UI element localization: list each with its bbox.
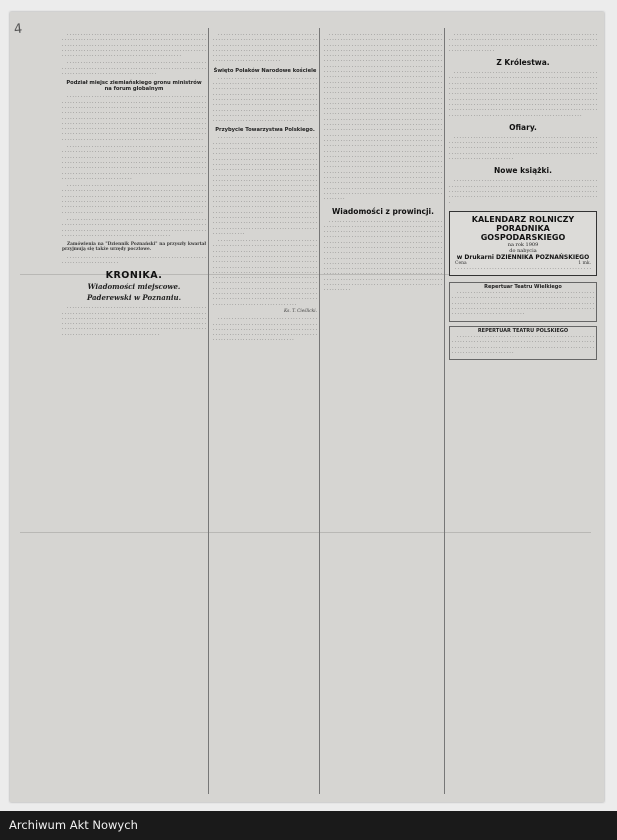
column-text: . . . . . . . . . . . . . . . . . . . . . . . . . . . . . . . . . . . . . . . . . . . . . . . . . . . . . . . . . . . . . . . . . . . . . . . . . . . . . . . . . . . . . . . . . . . . . . . . . . . . . . . . . . . . . . . . . . . . . . . . . . . . . . . . . . . . . . . . . . . . . . . . . . . . . . . . . . . . . . . . . . . . . . . . . . . . . . . . . . . . . . . . . . . . . . . . . . . . . . . . . . . . . . . . . . . . . . . — [449, 178, 597, 205]
column-text: . . . . . . . . . . . . . . . . . . . . . . . . . . . . . . . . . . . . . . . . . . . . . . . . . . . . . . . . . . . . . . . . . . . . . . . . . . . . . . . . . . . . . . . . . . . . . . . . . . . . . . . . . . . . . . . . . . . . . . . . . . . . . . . . . . . . . . . . . . . . . . . . . . . . . . . . . . . . . . . . . . . . . . . . . . . . . . . . . . . . . . . . . . . . . . . . . . . . . . . . . . . . . . . . . . . . . . . . . . . . . . . . . . . . . . . . . . . . . . . . . . . . . . . . . . . . . . . . . . . . . . . . . . . . . . . . . . . . . . . . . . . . . . . . . . . . . . . . . . . . . . . . . . . . . . . . . . . . . . . . . . . . . . . . . . . . . . . . . . . . . . . . . . . . . . . . . . . . . . . . . . . . . . . . . . . . . . . . . . . . . . . . . . . . . . . . . . . . . . . . . . . . . . . . . . . . . . . . . . . . . . . . . . . . . . . . . . . . . . . . . . . . . . . . . . . . . . . . . . . . . . . . . . . . . . . . . . — [62, 94, 206, 142]
column-text: . . . . . . . . . . . . . . . . . . . . . . . . . . . . . . . . . . . . . . . . . . . . . . . . . . . . . . . . . . . . . . . . . . . . . . . . . . . . . . . . . . . . . . . . . . . . . . . . . . . . . . . . . . . . . . . . . . . . . . . . . . . . . . . . . . . . . . . . . . . . . . . . . . . . . . . . . . . . . . . . . . . . . . . . . . . . . . . . . . . . . . . . . . . . . . . . . . . . . . . . . . . . . . . . . . . . . . . . . . . . . . . . . . . . . . . . . . . . . . . . . . . . . . . . . . . . . . . . . . . . . . . . . . . . . . . . . . . . . . . . . . . . . . . . . . . . . . . . . . . — [62, 305, 206, 337]
polish-theatre-box — [449, 326, 597, 360]
column-text: . . . . . . . . . . . . . . . . . . . . . . . . . . . . . . . . . . . . . . . . . . . . . . . . . . . . . . . . . . . . . . . . . . . . . . . . . . . . . . . . . . . . . . . . . . . . . . . . . . . . . . . . . . . . . . . . . . . . . . . . . . . . . . . . . . . . . . . . . . . . . . . . . . . . . . . . . . . . . . . . . . . . . . . . . . . . . . . . . . . . . . . . . . . . . . . . . . . . . . . . . . . . . . . . . . . . . . . . . . . . . . . . . . . . . . . . . . . . . . . . . . . . . . . . . . . . . . . . . . . . . . . . . . . . . . . . . . . . . . . . . . . . . . . . . . . . . . . . . . . . . . . . . . . . . . . . . . . . . . . . . . . . . . . . . . . . . . . . . . . . . . . . . . . . . . . . . . . . . . . . . . . . . . . . . . . . . . . . . . . . . . . . . . . . . . . . . . . . . . . . . . . . . . . . . . . . . . . . . . . . . . . . . . . . . . . . . . . . . . . . . . . . . . . . . . . . . . . . . . . . . . . . . . . . . . . . . . . . . . . . . . . . . . . . . . . . . . . . . . . . . . . . . . . . . . . . . . . . . . . . . . . . . . . . . . . . . . . . . . . . . . . . . . . . . . . . . . . . . . . . . . . . . . . . . . . . . . . . . . . . . . . . . . . . . . . . . . . . . . . . . . . . . . . . . . . . . . . . . . . . . . . . . . . . . . . . . . . . . . . . . . . . . . . . . . . . . . . . . . . . . . . . . . . . . . . . . . . . . . . . . . . . . . . . . . . . . . — [213, 135, 317, 236]
column-text: . . . . . . . . . . . . . . . . . . . . . . . . . . . . . . . . . . . . . . . . . . . . . . . . . . . . . . . . . . . . . . . . . . . . . . . . . . . . . . . . . . . . . . . . . . . . . . . . . . . . . . . . . . . . . . . . . . . . . . . . . . . . . . . . . . . . . . . . . . . . . . . . . . . . . . . . . . . . . . . . . . . . . . . . . . . . . . . . . . . . . . . . . . . . . . . . . . . . . . . . . . . . . . . . . . . . . . . . . . . . . . . . . . . . . . . . . . . . . . — [449, 134, 597, 162]
column-text: . . . . . . . . . . . . . . . . . . . . . . . . . . . . . . . . . . . . . . . . . . . . . . . . . . . . . . . . . . . . . . . . . . . . . . . . . . . . . . . . . . . . . . . . . . . . . . . . . . . . . . . . . . . . . . . . . . . . . . . . . . . . . . . . . . . . . . . . . . . . . . . . . . . . . . . . . . . . . . . . . . . . . . . . . . . . . . . . . . . . . . . . . . . . . . . . . . . . . . . . . . . . . . . . . . . . . . . . . . . . . . . . . . . . . . . . . . . . . . . . . . . . . . . . . . . . . . . . . . . . . . . . . . . . . . . . . . . . . . . . . . . . . . . . . . . . . . . . . . . . . . . . . . . . . . . . . . . . . . . . . . . . . . . . . . . . . . . . . . . . . . . . . . . . . . . . . . . . . . . . . . . . . . . . . . . . . . . . . . . . . . . . . . . . . . . . . . . . . . . . . . . . . . . . . . . . . . . . . . . . . . . . . . . . . . . . . . . . . . . . . . . . . . . . . . . . . . . . . . . . . . . . . . . . . . . . . . . . . . . . . . . . . . . . . . . . . . . . . . . . . . . . . . . . . . . . . . . . . . . . . . . . . . . . . . . . . . . . . . . . . . . . . . . . . . . . . . . . . . . . . . . . . . . . . . . . . . . . . . . . . . . . . . . . . . . . . . . . . . . . . . . . . . . . . . . . . . . . . . . . . . . . . . . . . . . . . . . . . . . . . . . . . . . . . . . . . . . . . . . . . . . . . . . . . . . . . . . . . . . . . . . . . . . . . . . . . . . . . . . . . . . . . . . . . . . . . . . . . . . . . . . . . . . . . . . . . . . . . . . . . . . . . . . . . . . . . . . . . . . . . . . . . . . . . . . . . . . . . . . . . . . . . . . . . . . . . . . . . . . . . . . . . . . . . . . . . . . . . . . . . . . . . . . . . . . . . . . . . . . . . . . . . . . . . . . . . . . . . . . . . . . . . . . . . . . . . . . . . . . . . . . . . . . . . . . . . . . . . . . . . . . . . . . . . . . . . . . . . . . . . . . . . . . . . . . . . . . . . . . . . . . . . . . . . . . . . . . . . . . . . . . . . . . . . . . . . . . . . . . . . . . . . . . . . . . . . . . . . . . . . . . . . . . . . . . . . . . . . . . . . . . . . . . . . . . . . . . . . . . . . . . . . . . . . . . . . . . . . . . . . . . . . . . . . . . . . . . . . . . . . . . . . . . . . . . . . . . . . . . . . . . . . . . . . . . . . . . . . . . . . . . . . . . . . . . . . . . . . . . . . . . . . . . . . . . . . . . . . . . . . . . . . . . . . . . . . . . . . . . . . . . . . . . . . . . . . . . . . . . . . . . . . . . . . . . . . . . . . . . . . . . . . . . . . . . . . . . . . . . . . . . . . . . . . . . . . . . . . . . . . . . . . . . . . . . . . . . . . . . . . . . . . . . . . . . . . . . . . . . . . . . . . . . . . . . . . . . . . . . . . . . . . . . . . . . . . . . . . . . — [324, 32, 442, 202]
column-text: . . . . . . . . . . . . . . . . . . . . . . . . . . . . . . . . . . . . . . . . . . . . . . . . . . . . . . . . . . . . . . . . . . . . . . . . . . . . . . . . . . . . . . . . . . . . . . . . . . . . . . . . . . . . . . . . . . . . . . . . . . . . . . . . . . . . . . . . . . . — [62, 60, 206, 77]
section-headline: Wiadomości z prowincji. — [332, 206, 434, 216]
box-title: Repertuar Teatru Wielkiego — [484, 283, 562, 290]
column-1 — [62, 32, 206, 790]
section-headline: Nowe książki. — [494, 166, 552, 176]
column-text: . . . . . . . . . . . . . . . . . . . . . . . . . . . . . . . . . . . . . . . . . . . . . . . . . . . . . . . . . . . . . . . . . . . . . . . . . . . . . . . . . . . . . . . . . . . . . . . . . . . . . . . . . . . . . . . . . . . . . . . . . . . . . . . . . . . . . . . . . . . . . . . . . . . . . . . . . . . . . . . . . . . . . . . . . . . . . . . . . . . . . . . . . . . . . . . . . . . . . . . . . . . . . . . . . . . . . . . . . . . . . . . . . . . . . . . . . . . . . . . . . . . . . . . . . . . . . . . . . . . . . . . . . . . . . . . . . . . . . . . . . . . . . . . . . . . . . . . . . . . . . . . . . . . . . . . . . . . . . . . . . . . . . . . . . . . . . . . . — [213, 75, 317, 124]
theatre-repertoire-box — [449, 282, 597, 322]
column-text: . . . . . . . . . . . . . . . . . . . . . . . . . . . . . . . . . . . . . . . . . . . . . . . . . . . . . . . . . . . . . . . . . . . . . . . . . . . . . . . . . . . . . . . . . . . . . . . . . . . . . . . . . . . . . . . . . . . . . . . . . . . . . . . . . . . . . . . . . . . . . . . . . . . . . . . . . . . . . . . . . . . . . . . . . . . . . . . . . . . . . . . . . . . . . . . . . . . . . . . . . . . . . . . . . . . . . — [213, 32, 317, 64]
column-text: . . . . . . . . . . . . . . . . . . . . . . . . . . . . . . . . . . . . . . . . . . . . . . . . . . . . . . . . . . . . . . . . . . . . . . . . . . . . . . . . . . . . . . . . . . . . . . . . . . . . . . . . . . . . . . . . . . . . . . . . . . . . . . . . . . . . . . . . . . . . . . . . . . . . . . . . . . . . . . . . . . . . . . . . . . . . . . . . . — [449, 32, 597, 53]
article-headline: Paderewski w Poznaniu. — [86, 293, 182, 303]
ad-title: PORADNIKA GOSPODARSKIEGO — [480, 223, 566, 242]
column-text: . . . . . . . . . . . . . . . . . . . . . . . . . . . . . . . . . . . . . . . . . . . . . . . . . . . . . . . . . . . . . . . . . . . . . . . . . . . . . . . . . . . . . . . . . . . . . . . . . . . . . . . . . . . . . . . . . . . . . . . . . . . . . . . . . . . . . . . . . . . . . . . . . . . . . . . . . . . . . . . . . . . . . . . . . . . . . . . . . . . . . . . . . . . . . . . . . . . . . . . . . . . . . . . . . . . . . . . . . . . . . . . . . . . . . . . . . . . . . . . . . . . . . . . . . . . . . . . . . . . . . . . . . . . . . . . . . . . . . . . . . . . . . . . . . . . . . . . . . . . . . . . . . . . . . . . . . . . — [62, 183, 206, 215]
article-headline: Przybycie Towarzystwa Polskiego. — [215, 127, 315, 134]
notice-text: Zamówienia na "Dziennik Poznański" na przyszły kwartał przyjmują się także urzędy pocztowe. — [62, 242, 206, 253]
archive-margin-mark: 4 — [13, 21, 24, 38]
section-headline: Z Królestwa. — [496, 58, 550, 68]
archive-footer: Archiwum Akt Nowych — [0, 811, 617, 840]
ad-price-value: 1 mk. — [578, 260, 591, 266]
column-3 — [324, 32, 442, 790]
article-headline: Podział miejsc ziemiańskiego gronu ministrów na forum globalnym — [66, 80, 202, 93]
article-headline: Święto Polaków Narodowe kościele — [213, 67, 317, 74]
column-rule — [444, 28, 445, 794]
ad-text: . . . . . . . . . . . . . . . . . . . . . . . . . . . . . . . . . . . . . . . . . . . . . . . . — [455, 266, 591, 272]
section-headline: Ofiary. — [509, 122, 537, 132]
box-title: REPERTUAR TEATRU POLSKIEGO — [477, 327, 569, 334]
newspaper-page — [10, 12, 604, 802]
column-text: . . . . . . . . . . . . . . . . . . . . . . . . . . . . . . . . . . . . . . . . . . . . . . . . . . . . . . . . . . . . . . . . . . . . . . . . . . . . . . . . . . . . . . . . . . . . . . . . . . . . . . . . . . . . . . . . . . . . . . . . . . . . . . . . . . . . . . . . . . . . . . . . . . . . . . . . . . . . . . . . . . . . . . . . . . . . . . . . . . . . . . . . . . . . . . . . . . . . . . . . . . . . . . . . . . . . . . . . . . . . . . . . . . . . . . . . . — [452, 290, 594, 317]
column-text: . . . . . . . . . . . . . . . . . . . . . . . . . . . . . . . . . . . . . . . . . . . . . . . . . . . . . . . . . . . . . . . . . . . . . . . . . . . . . . . . . . . . . . . . . . . . . . . . . . . . . . . . . . . . . . . . . . . . . . . . . . . . . . . . . . . . . . . . . . . . . . . . . . . . . . . . . . . . . . . . . . . . . . . . . . . . . . . . . . . . . . . . . . . . . . . . . . . . . . . . . . . . . . . . . . . . . . . . . . . . . . . . . . . . . . . . . . . . . . . . . . . . . . . . . . . . . . . . . . . . . . . . . . . . . . . . . . . . . . . . . . . . . . . . . . . . . . . . . . . . . . . . . . . . . . . . . . . . . . . . . . . . . . . . . . . . . . . . . . . . . . — [62, 144, 206, 181]
section-subheadline: Wiadomości miejscowe. — [87, 282, 181, 292]
column-text: . . . . . . . . . . . . . . . . . . . . . . . . . . . . . . . . . . . . . . . . . . . . . . . . . . . . . . . . . . . . . . . . . . . . . . . . . . . . . . . . . . . . . . . . . . . . . . . . . . . . . . . . . . . . . . . . . . . . . . . . . . . . . . . . . . . . . . . . . . . . . . . . . . . . . . . . . . . . . . . . . . . . . . . . . . . . . . . . . . . . . . . . . . . . . . . . . . . . . . . . . . . . . . . . . . . . . . . . . . . . . . . . . . . . . . . . . . . . . . . . . . . . . . . . . . . . . . — [62, 32, 206, 59]
column-rule — [319, 28, 320, 794]
calendar-advertisement — [449, 211, 597, 276]
ad-title: KALENDARZ ROLNICZY — [471, 214, 575, 224]
column-text: . . . . . . . . . . . . . . . . . . . . . . . . . . . . . . . . . . . . . . . . . . . . . . . . . . . . . . . . . . . . . . . . . . . . . . . . . . . . . . . . . . . . . . . . . . . . . . . . . . . . . . . . . . . . . . . . . . . . . . . . . . . . . . . . . . . . . . . . . . . . . . . . . . . . . . . . . . . . . . . . . . . . . . . . . . . . . . . . . . . . . . . . . . . . . . . . . . . . . — [62, 216, 206, 238]
column-text: . . . . . . . . . . . . . . . . . . . . . . . . . . . . . . . . . . . . . . . . . . . . . . . . . . . . . . . . . . . . . . . . . . . . . . . . . . . . . . . . . . . . . . . . . . . . . . . . . . . . . . . . . . . . . . . . . . . . . . . . . . . . . . . . . . . . . . . . . . . . . . . . . . . . . . . . . . . . . . . . . . . . . . . . . . . . . . . . . . . . . . . . . . . . . . . . . . . . . . . . . . . . . . . . . . . . . . . . . . . . . . . . . . . . . . . . . . . . . . . . . . . . . . . . . . . . . . . . . . . . . . . . . . . . . . . . . . . . . . . . . . . . . . . . . . . . . . . . . . . . . . . . . . . . . . . . . . . . . . . . . . . . . . . . . . . . . . . . . . . . . . . . . . . . . . . . . . . . . . . . . . . . . . . . . . . . . . . . . . . . . . . . . . . . . . . . . . . . . . . . . . . . . . . . . . . . . . . . . . . . . . . . . . . . . . . . . . . . . . . . . . . . . . . . . . . . . . . . . . . . . . . . . . . . . . . . . . . . . . . . . . . . . — [213, 238, 317, 307]
column-2 — [213, 32, 317, 790]
column-text: . . . . . . . . . . . . . . . . . . . . . . . . . . . . . . . . . . . . . . . . . . . . . . . . . . . . . . . . . . . . . . . . . . . . . . . . . . . . . . . . . . . . . . . . . . . . . . . . . . . . . . . . . . . . . . . . . . . . . . . . . . . . . . . . . . . . . . . . . . . . . . . . . . . . . . . . . . . . . . . . . . . . . . . . . . . . . . . . . . . . . . . . . . . . . . . . . . . . . . . . . . . . . . . . . . . . . . . . . . . . . . . . . . . . . . . . . . . . . . . . . . . . . . . . . . . . . . . . . . . . . . . . . . . . . . . . . . . . . . . . . . . . . . . . . . . . . . . . . . . . . . . . . . . . . . . . . . . . . . . . . . . . . . . . . . . . . . . . . . . . . . . . . . . . . . . . . . . . . . . . . . . . . . . . . . . . . . . . . . . . . . . . . . . . . . . . . . . . . . . . . . . . . . . . . . . . . . . . . . . . . . . . . . . . . . . . . . . . . . . . . . . . . . . . . . . . . . . . . . . . . . . . . . . . . . . . . . . . . . . — [449, 70, 597, 118]
column-text: . . . . . . . . . . . . . . . . . . . . . . . . . . . . . . . . . . . . . . . . . . . . . . . . . . . . . . . . . . . . . . . . . . . . . . . . . . . . . . . . . . . . . . . . . . . . . . . . . . . . . . . . . . . . . . . . . . . . . . . . . . . . . . . . . . . . . . . . . . . . . . . . . . . . . . . . . . . . . . . . . . . . . . . . . . . . . . . . . . . . . . . . . . . . . . . . . . . . . . . . . . . . . . . . . . . . . . . . . . . . . . . . . . . . . . . . . . . . . . . . . . . . . . . . . . . . . . . . . . . . . . . . . . . . . . . . . . . . . . . . . . . . . . . . . . . . . . . . . . . . . . . . . . . . . . . . . . . . . . . . . . . . . . . . . . . . . . . . . . . . . . . . . . . . . . . . . . . . . . . . . . . . . . . . . . . . . . . . . . . . . . . . . . . . . . . . . . . . . . . . . . . . . . . . . . . . . . . . . . . . . . . . . . . . . . . . . . . . . . . . . . . . . . . . . . . . . . . . . . . . . . . . . . . . . . . . . . . . . . . . . . . . . . . . . . . . . . . . . . . . . . . . . . . . . . . . . . . . . . . . . . . . . . . . . . . . . . . . . . . . . . . . . . . . . . . . . . . . . . . . . . . . . . . — [324, 218, 442, 293]
signature: Ks. T. Cieślicki. — [283, 308, 317, 314]
column-rule — [208, 28, 209, 794]
ad-availability: do nabycia — [509, 247, 537, 254]
column-text: . . . . . . . . . . . . . . . . . . . . . . . . . . . . . . . . . . . . . . . . . . . . . . . . . . . . . . . . . . . . . . . . . . . . . . . . . . . . . . . . . . . . . . . . . . . . . . . . . . . . . . . . . . . . . . . . . . . . . . . . . . . . . . . . . . . . . . . . . . . . . . . . . . . . . . . . . . . . . . . . . . . . . . . . . . . . . . . . . . . . — [213, 316, 317, 343]
section-headline: KRONIKA. — [105, 270, 163, 282]
ad-price-label: Cena — [455, 260, 467, 266]
ad-printer: w Drukarni DZIENNIKA POZNAŃSKIEGO — [456, 253, 590, 261]
column-text: . . . . . . . . . . . . . . . . . . . . . . . . . . . . . . . . . . . . . . . . . . . . . . . . . . . . . . . . . . . . . . . . . . . . . . . . — [62, 254, 206, 265]
column-4 — [449, 32, 597, 790]
column-text: . . . . . . . . . . . . . . . . . . . . . . . . . . . . . . . . . . . . . . . . . . . . . . . . . . . . . . . . . . . . . . . . . . . . . . . . . . . . . . . . . . . . . . . . . . . . . . . . . . . . . . . . . . . . . . . . . . . . . . . . . . . . . . . . . . . . . . . . . . . . . . . . . . . . . . . . . . . . . . . . . . . . . . . . . . . . . . . . . — [452, 333, 594, 355]
ad-year: na rok 1909 — [507, 241, 539, 248]
